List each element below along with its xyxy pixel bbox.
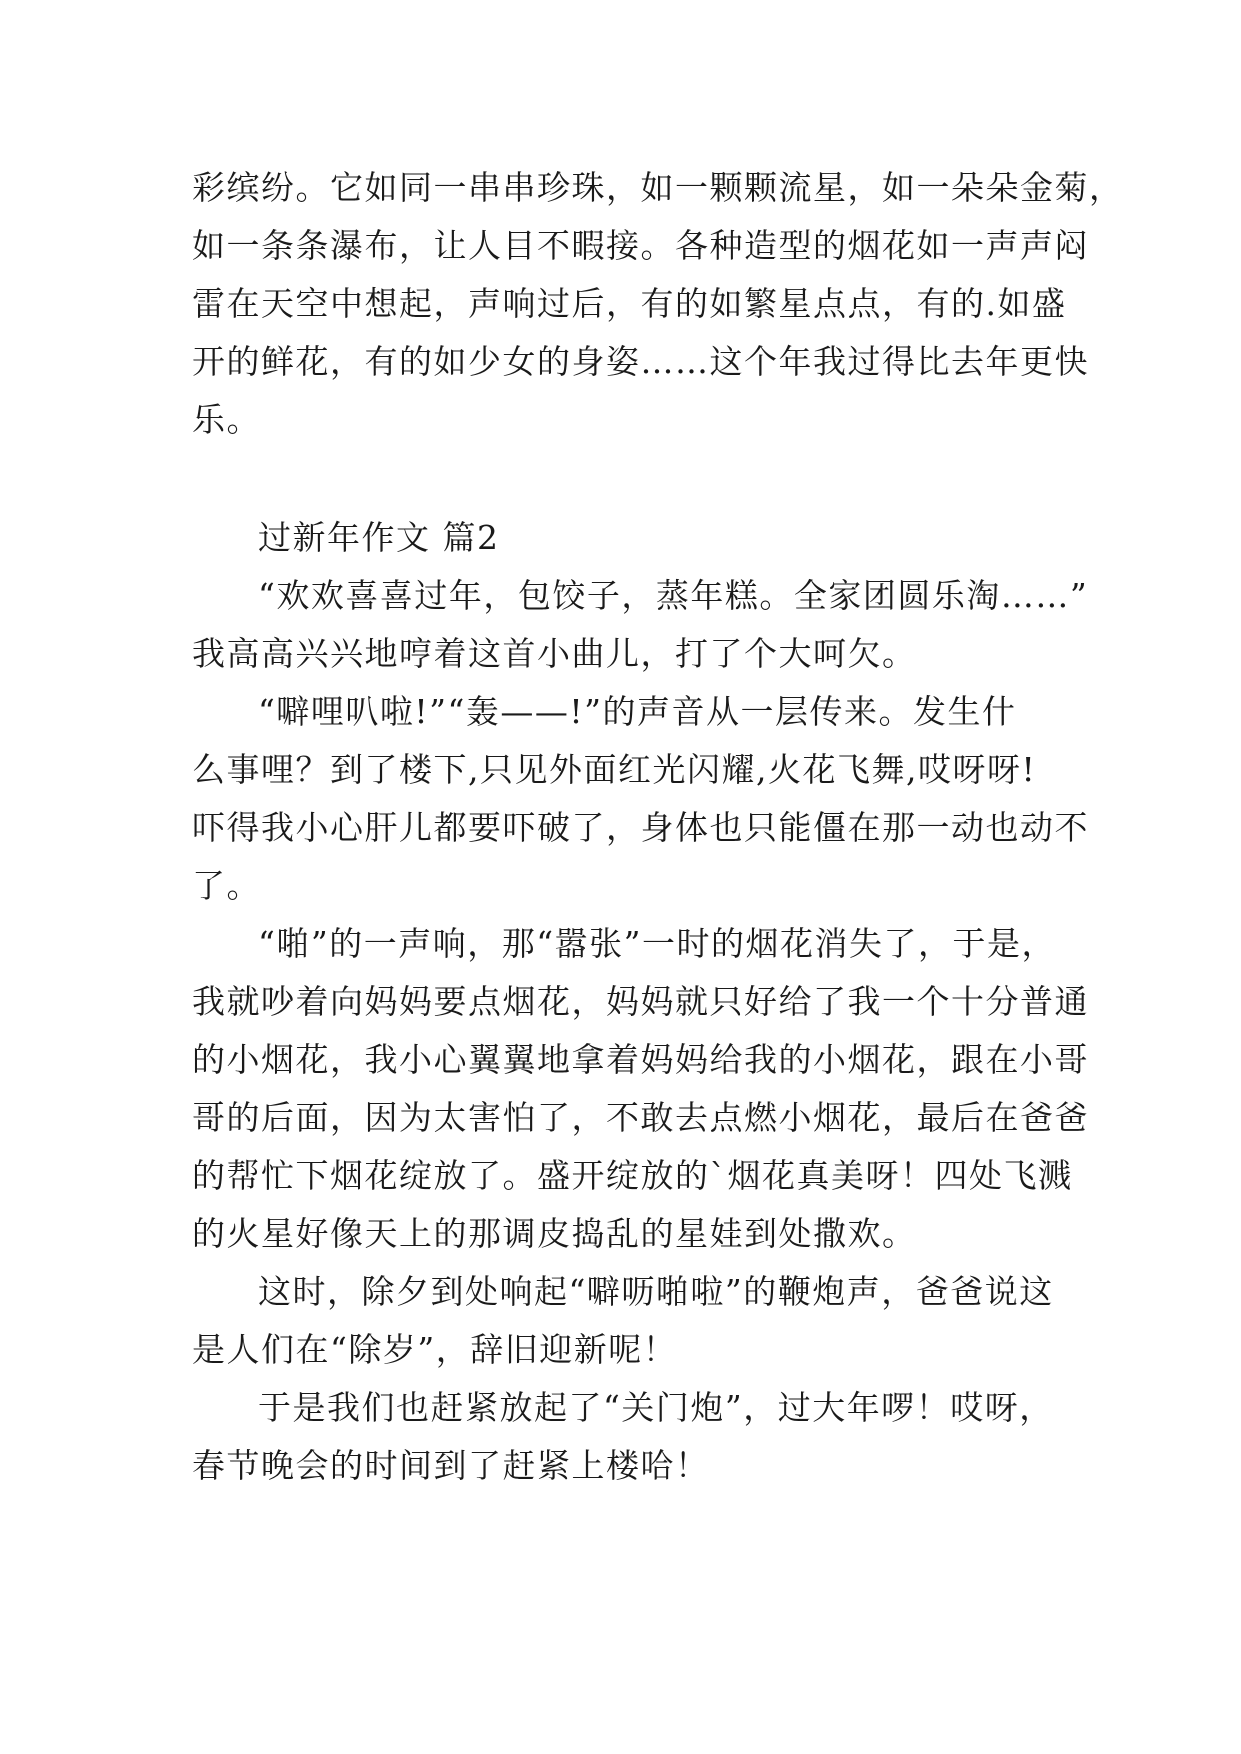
text-line: 这时，除夕到处响起“噼呖啪啦”的鞭炮声，爸爸说这 <box>258 1272 1054 1311</box>
text-line: 我高高兴兴地哼着这首小曲儿，打了个大呵欠。 <box>192 634 917 673</box>
text-line: “噼哩叭啦!”“轰——!”的声音从一层传来。发生什 <box>258 692 1017 731</box>
text-line: 开的鲜花，有的如少女的身姿……这个年我过得比去年更快 <box>192 342 1089 381</box>
text-line: 的火星好像天上的那调皮捣乱的星娃到处撒欢。 <box>192 1214 917 1253</box>
text-line: 么事哩？到了楼下,只见外面红光闪耀,火花飞舞,哎呀呀! <box>192 750 1037 789</box>
text-line: 的小烟花，我小心翼翼地拿着妈妈给我的小烟花，跟在小哥 <box>192 1040 1089 1079</box>
text-line: 于是我们也赶紧放起了“关门炮”，过大年啰！哎呀， <box>258 1388 1054 1427</box>
text-line: 哥的后面，因为太害怕了，不敢去点燃小烟花，最后在爸爸 <box>192 1098 1089 1137</box>
text-line: 吓得我小心肝儿都要吓破了，身体也只能僵在那一动也动不 <box>192 808 1089 847</box>
section-title: 过新年作文 篇2 <box>258 518 500 557</box>
text-line: “啪”的一声响，那“嚣张”一时的烟花消失了，于是， <box>258 924 1056 963</box>
text-line: 如一条条瀑布，让人目不暇接。各种造型的烟花如一声声闷 <box>192 226 1089 265</box>
text-line: 的帮忙下烟花绽放了。盛开绽放的`烟花真美呀！四处飞溅 <box>192 1156 1073 1195</box>
text-line: 了。 <box>192 866 261 905</box>
text-line: 雷在天空中想起，声响过后，有的如繁星点点，有的.如盛 <box>192 284 1067 323</box>
text-line: 是人们在“除岁”，辞旧迎新呢！ <box>192 1330 678 1369</box>
text-line: “欢欢喜喜过年，包饺子，蒸年糕。全家团圆乐淘……” <box>258 576 1089 615</box>
text-line: 乐。 <box>192 400 261 439</box>
text-line: 我就吵着向妈妈要点烟花，妈妈就只好给了我一个十分普通 <box>192 982 1089 1021</box>
text-line: 彩缤纷。它如同一串串珍珠，如一颗颗流星，如一朵朵金菊， <box>192 168 1124 207</box>
text-line: 春节晚会的时间到了赶紧上楼哈！ <box>192 1446 710 1485</box>
